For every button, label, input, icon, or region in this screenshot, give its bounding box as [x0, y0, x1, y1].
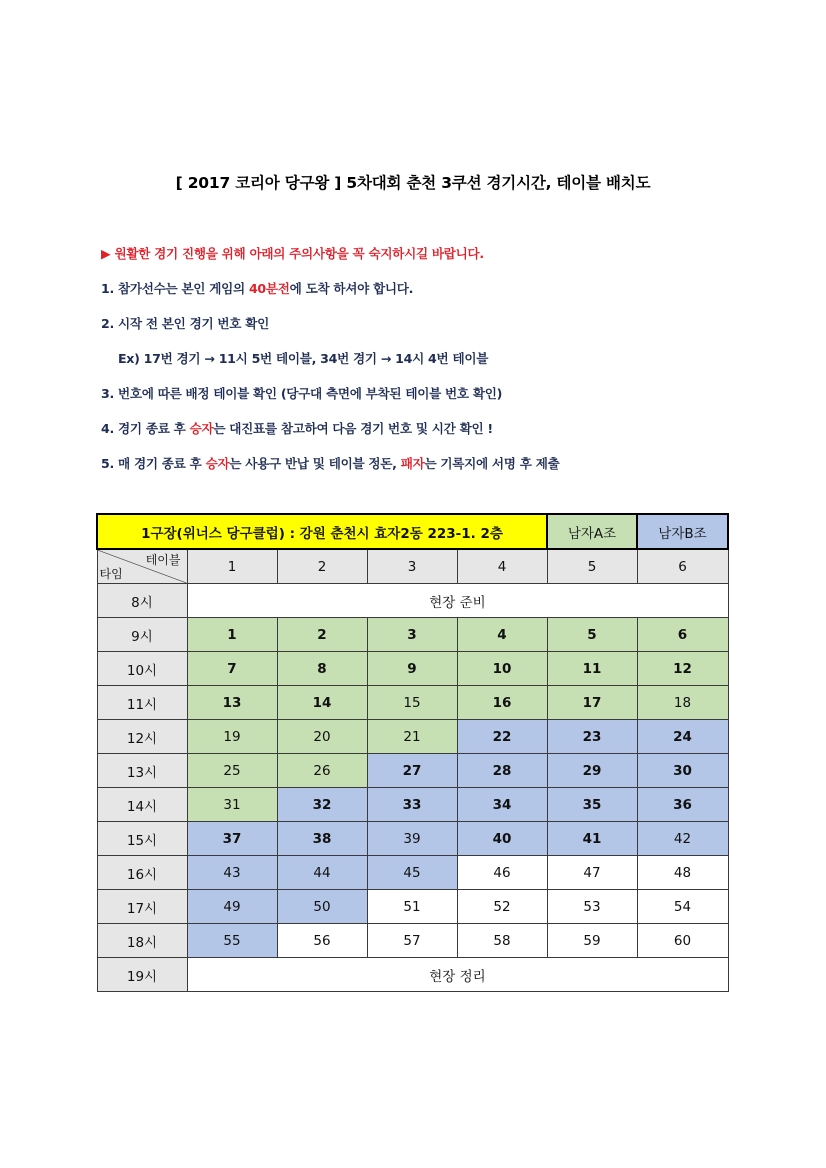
match-cell: 38	[277, 822, 367, 856]
match-cell: 29	[547, 754, 637, 788]
match-cell: 45	[367, 856, 457, 890]
match-cell: 60	[637, 924, 728, 958]
match-cell: 1	[187, 618, 277, 652]
match-cell: 27	[367, 754, 457, 788]
match-cell: 25	[187, 754, 277, 788]
venue-row	[97, 514, 728, 549]
match-cell: 14	[277, 686, 367, 720]
time-label: 13시	[97, 754, 187, 788]
match-cell: 55	[187, 924, 277, 958]
span-note: 현장 정리	[187, 958, 728, 992]
group-a-label: 남자A조	[547, 514, 637, 549]
group-b-label: 남자B조	[637, 514, 728, 549]
match-cell: 53	[547, 890, 637, 924]
time-row	[97, 890, 728, 924]
match-cell: 39	[367, 822, 457, 856]
match-cell: 30	[637, 754, 728, 788]
time-label: 19시	[97, 958, 187, 992]
match-cell: 6	[637, 618, 728, 652]
table-number-header: 6	[637, 549, 728, 584]
time-label: 14시	[97, 788, 187, 822]
time-label: 18시	[97, 924, 187, 958]
match-cell: 41	[547, 822, 637, 856]
match-cell: 35	[547, 788, 637, 822]
match-cell: 8	[277, 652, 367, 686]
corner-table-label: 테이블	[145, 553, 181, 567]
match-cell: 54	[637, 890, 728, 924]
match-cell: 50	[277, 890, 367, 924]
match-cell: 47	[547, 856, 637, 890]
match-cell: 5	[547, 618, 637, 652]
match-cell: 22	[457, 720, 547, 754]
match-cell: 31	[187, 788, 277, 822]
match-cell: 51	[367, 890, 457, 924]
match-cell: 12	[637, 652, 728, 686]
time-label: 17시	[97, 890, 187, 924]
schedule-table	[96, 513, 729, 992]
match-cell: 52	[457, 890, 547, 924]
page-title: [ 2017 코리아 당구왕 ] 5차대회 춘천 3쿠션 경기시간, 테이블 배치도	[175, 174, 651, 192]
time-row	[97, 720, 728, 754]
match-cell: 43	[187, 856, 277, 890]
notice-3: 3. 번호에 따른 배정 테이블 확인 (당구대 측면에 부착된 테이블 번호 확인)	[101, 386, 503, 401]
table-header-row	[97, 549, 728, 584]
match-cell: 15	[367, 686, 457, 720]
match-cell: 2	[277, 618, 367, 652]
match-cell: 11	[547, 652, 637, 686]
time-row	[97, 788, 728, 822]
match-cell: 57	[367, 924, 457, 958]
time-label: 16시	[97, 856, 187, 890]
match-cell: 23	[547, 720, 637, 754]
time-row	[97, 822, 728, 856]
time-label: 12시	[97, 720, 187, 754]
match-cell: 46	[457, 856, 547, 890]
time-row	[97, 754, 728, 788]
match-cell: 17	[547, 686, 637, 720]
match-cell: 56	[277, 924, 367, 958]
match-cell: 21	[367, 720, 457, 754]
match-cell: 19	[187, 720, 277, 754]
match-cell: 9	[367, 652, 457, 686]
time-row	[97, 856, 728, 890]
venue-label: 1구장(위너스 당구클럽) : 강원 춘천시 효자2동 223-1. 2층	[97, 514, 547, 549]
span-note: 현장 준비	[187, 584, 728, 618]
notice-1: 1. 참가선수는 본인 게임의 40분전에 도착 하셔야 합니다.	[101, 281, 414, 296]
time-label: 10시	[97, 652, 187, 686]
time-label: 8시	[97, 584, 187, 618]
notice-5: 5. 매 경기 종료 후 승자는 사용구 반납 및 테이블 정돈, 패자는 기록지에 서명 후 제출	[101, 456, 560, 471]
match-cell: 32	[277, 788, 367, 822]
match-cell: 40	[457, 822, 547, 856]
time-row	[97, 958, 728, 992]
table-number-header: 1	[187, 549, 277, 584]
table-number-header: 5	[547, 549, 637, 584]
time-label: 15시	[97, 822, 187, 856]
match-cell: 58	[457, 924, 547, 958]
match-cell: 28	[457, 754, 547, 788]
match-cell: 26	[277, 754, 367, 788]
time-label: 9시	[97, 618, 187, 652]
time-label: 11시	[97, 686, 187, 720]
match-cell: 48	[637, 856, 728, 890]
match-cell: 7	[187, 652, 277, 686]
match-cell: 16	[457, 686, 547, 720]
table-number-header: 4	[457, 549, 547, 584]
notice-2-example: Ex) 17번 경기 → 11시 5번 테이블, 34번 경기 → 14시 4번 테이블	[118, 351, 489, 366]
notice-4: 4. 경기 종료 후 승자는 대진표를 참고하여 다음 경기 번호 및 시간 확인 !	[101, 421, 493, 436]
time-row	[97, 924, 728, 958]
notice-2: 2. 시작 전 본인 경기 번호 확인	[101, 316, 269, 331]
match-cell: 33	[367, 788, 457, 822]
match-cell: 49	[187, 890, 277, 924]
table-number-header: 2	[277, 549, 367, 584]
time-row	[97, 618, 728, 652]
corner-header	[97, 549, 187, 584]
match-cell: 34	[457, 788, 547, 822]
match-cell: 3	[367, 618, 457, 652]
match-cell: 59	[547, 924, 637, 958]
match-cell: 13	[187, 686, 277, 720]
match-cell: 20	[277, 720, 367, 754]
match-cell: 24	[637, 720, 728, 754]
match-cell: 4	[457, 618, 547, 652]
match-cell: 37	[187, 822, 277, 856]
time-row	[97, 584, 728, 618]
match-cell: 10	[457, 652, 547, 686]
match-cell: 18	[637, 686, 728, 720]
time-row	[97, 652, 728, 686]
corner-time-label: 타임	[99, 567, 123, 581]
match-cell: 36	[637, 788, 728, 822]
notice-intro: ▶ 원활한 경기 진행을 위해 아래의 주의사항을 꼭 숙지하시길 바랍니다.	[101, 246, 484, 261]
match-cell: 42	[637, 822, 728, 856]
time-row	[97, 686, 728, 720]
match-cell: 44	[277, 856, 367, 890]
table-number-header: 3	[367, 549, 457, 584]
